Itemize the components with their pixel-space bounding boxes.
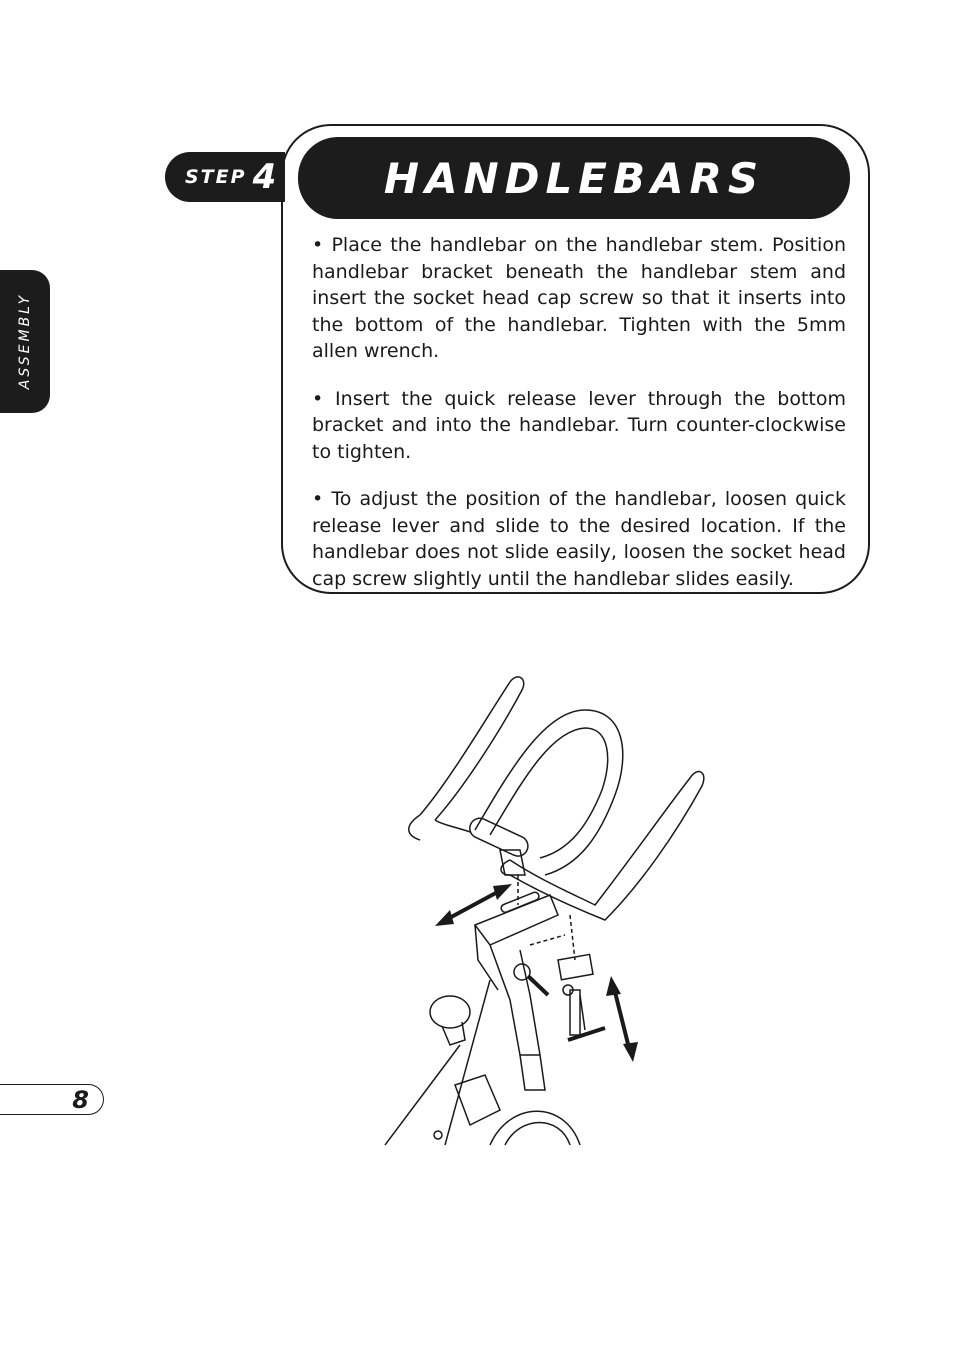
step-number: 4 [252, 157, 277, 197]
page-number: 8 [72, 1086, 89, 1114]
page-number-tab [0, 1084, 104, 1115]
step-badge [165, 152, 285, 202]
instruction-paragraph: • To adjust the position of the handlebar, loosen quick release lever and slide to the desired location. If the handlebar does not slide easily, loosen the socket head cap screw slightly until the handlebar slides easily. [312, 488, 846, 590]
section-header [298, 137, 850, 219]
side-tab-label: ASSEMBLY [17, 292, 33, 390]
section-side-tab [0, 270, 50, 413]
handlebar-assembly-illustration [380, 660, 720, 1150]
instructions-body [312, 232, 846, 613]
step-word: STEP [185, 166, 247, 188]
instruction-paragraph: • Place the handlebar on the handlebar stem. Position handlebar bracket beneath the handlebar stem and insert the socket head cap screw so that it inserts into the bottom of the handlebar. Tighten with the 5mm allen wrench. [312, 234, 846, 362]
instruction-paragraph: • Insert the quick release lever through the bottom bracket and into the handlebar. Turn counter-clockwise to tighten. [312, 387, 846, 463]
section-title: HANDLEBARS [383, 153, 765, 203]
